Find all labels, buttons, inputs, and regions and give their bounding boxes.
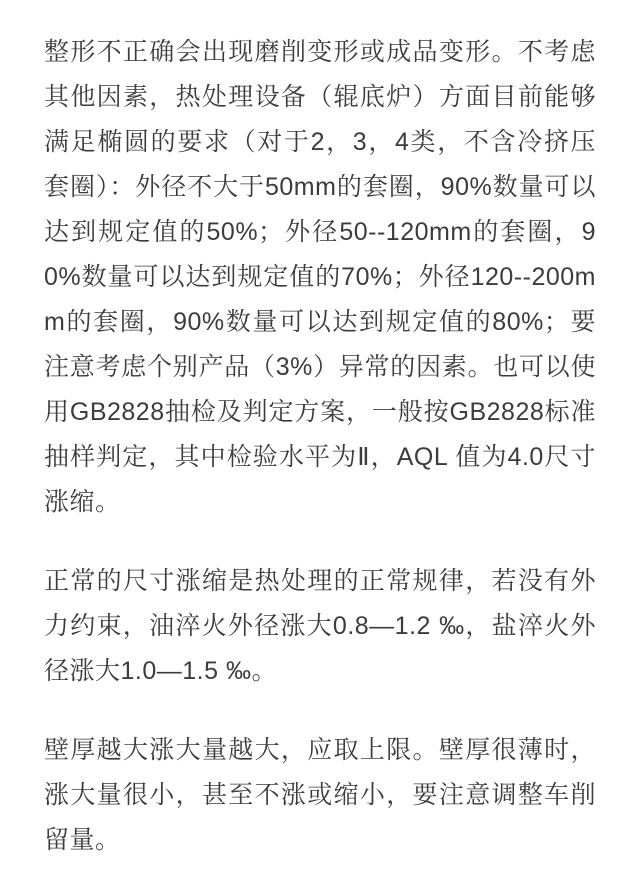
paragraph-2: 正常的尺寸涨缩是热处理的正常规律，若没有外力约束，油淬火外径涨大0.8—1.2 ‰，盐淬火外径涨大1.0—1.5 ‰。 — [44, 567, 596, 685]
paragraph-3: 壁厚越大涨大量越大，应取上限。壁厚很薄时，涨大量很小，甚至不涨或缩小，要注意调整车削留量。 — [44, 736, 596, 854]
paragraph-1: 整形不正确会出现磨削变形或成品变形。不考虑其他因素，热处理设备（辊底炉）方面目前能够满足椭圆的要求（对于2，3，4类，不含冷挤压套圈）：外径不大于50mm的套圈，90%数量可以达到规定值的50%；外径50--120mm的套圈，90%数量可以达到规定值的70%；外径120--200mm的套圈，90%数量可以达到规定值的80%；要注意考虑个别产品（3%）异常的因素。也可以使用GB2828抽检及判定方案，一般按GB2828标准抽样判定，其中检验水平为Ⅱ，AQL 值为4.0尺寸涨缩。 — [44, 38, 596, 516]
